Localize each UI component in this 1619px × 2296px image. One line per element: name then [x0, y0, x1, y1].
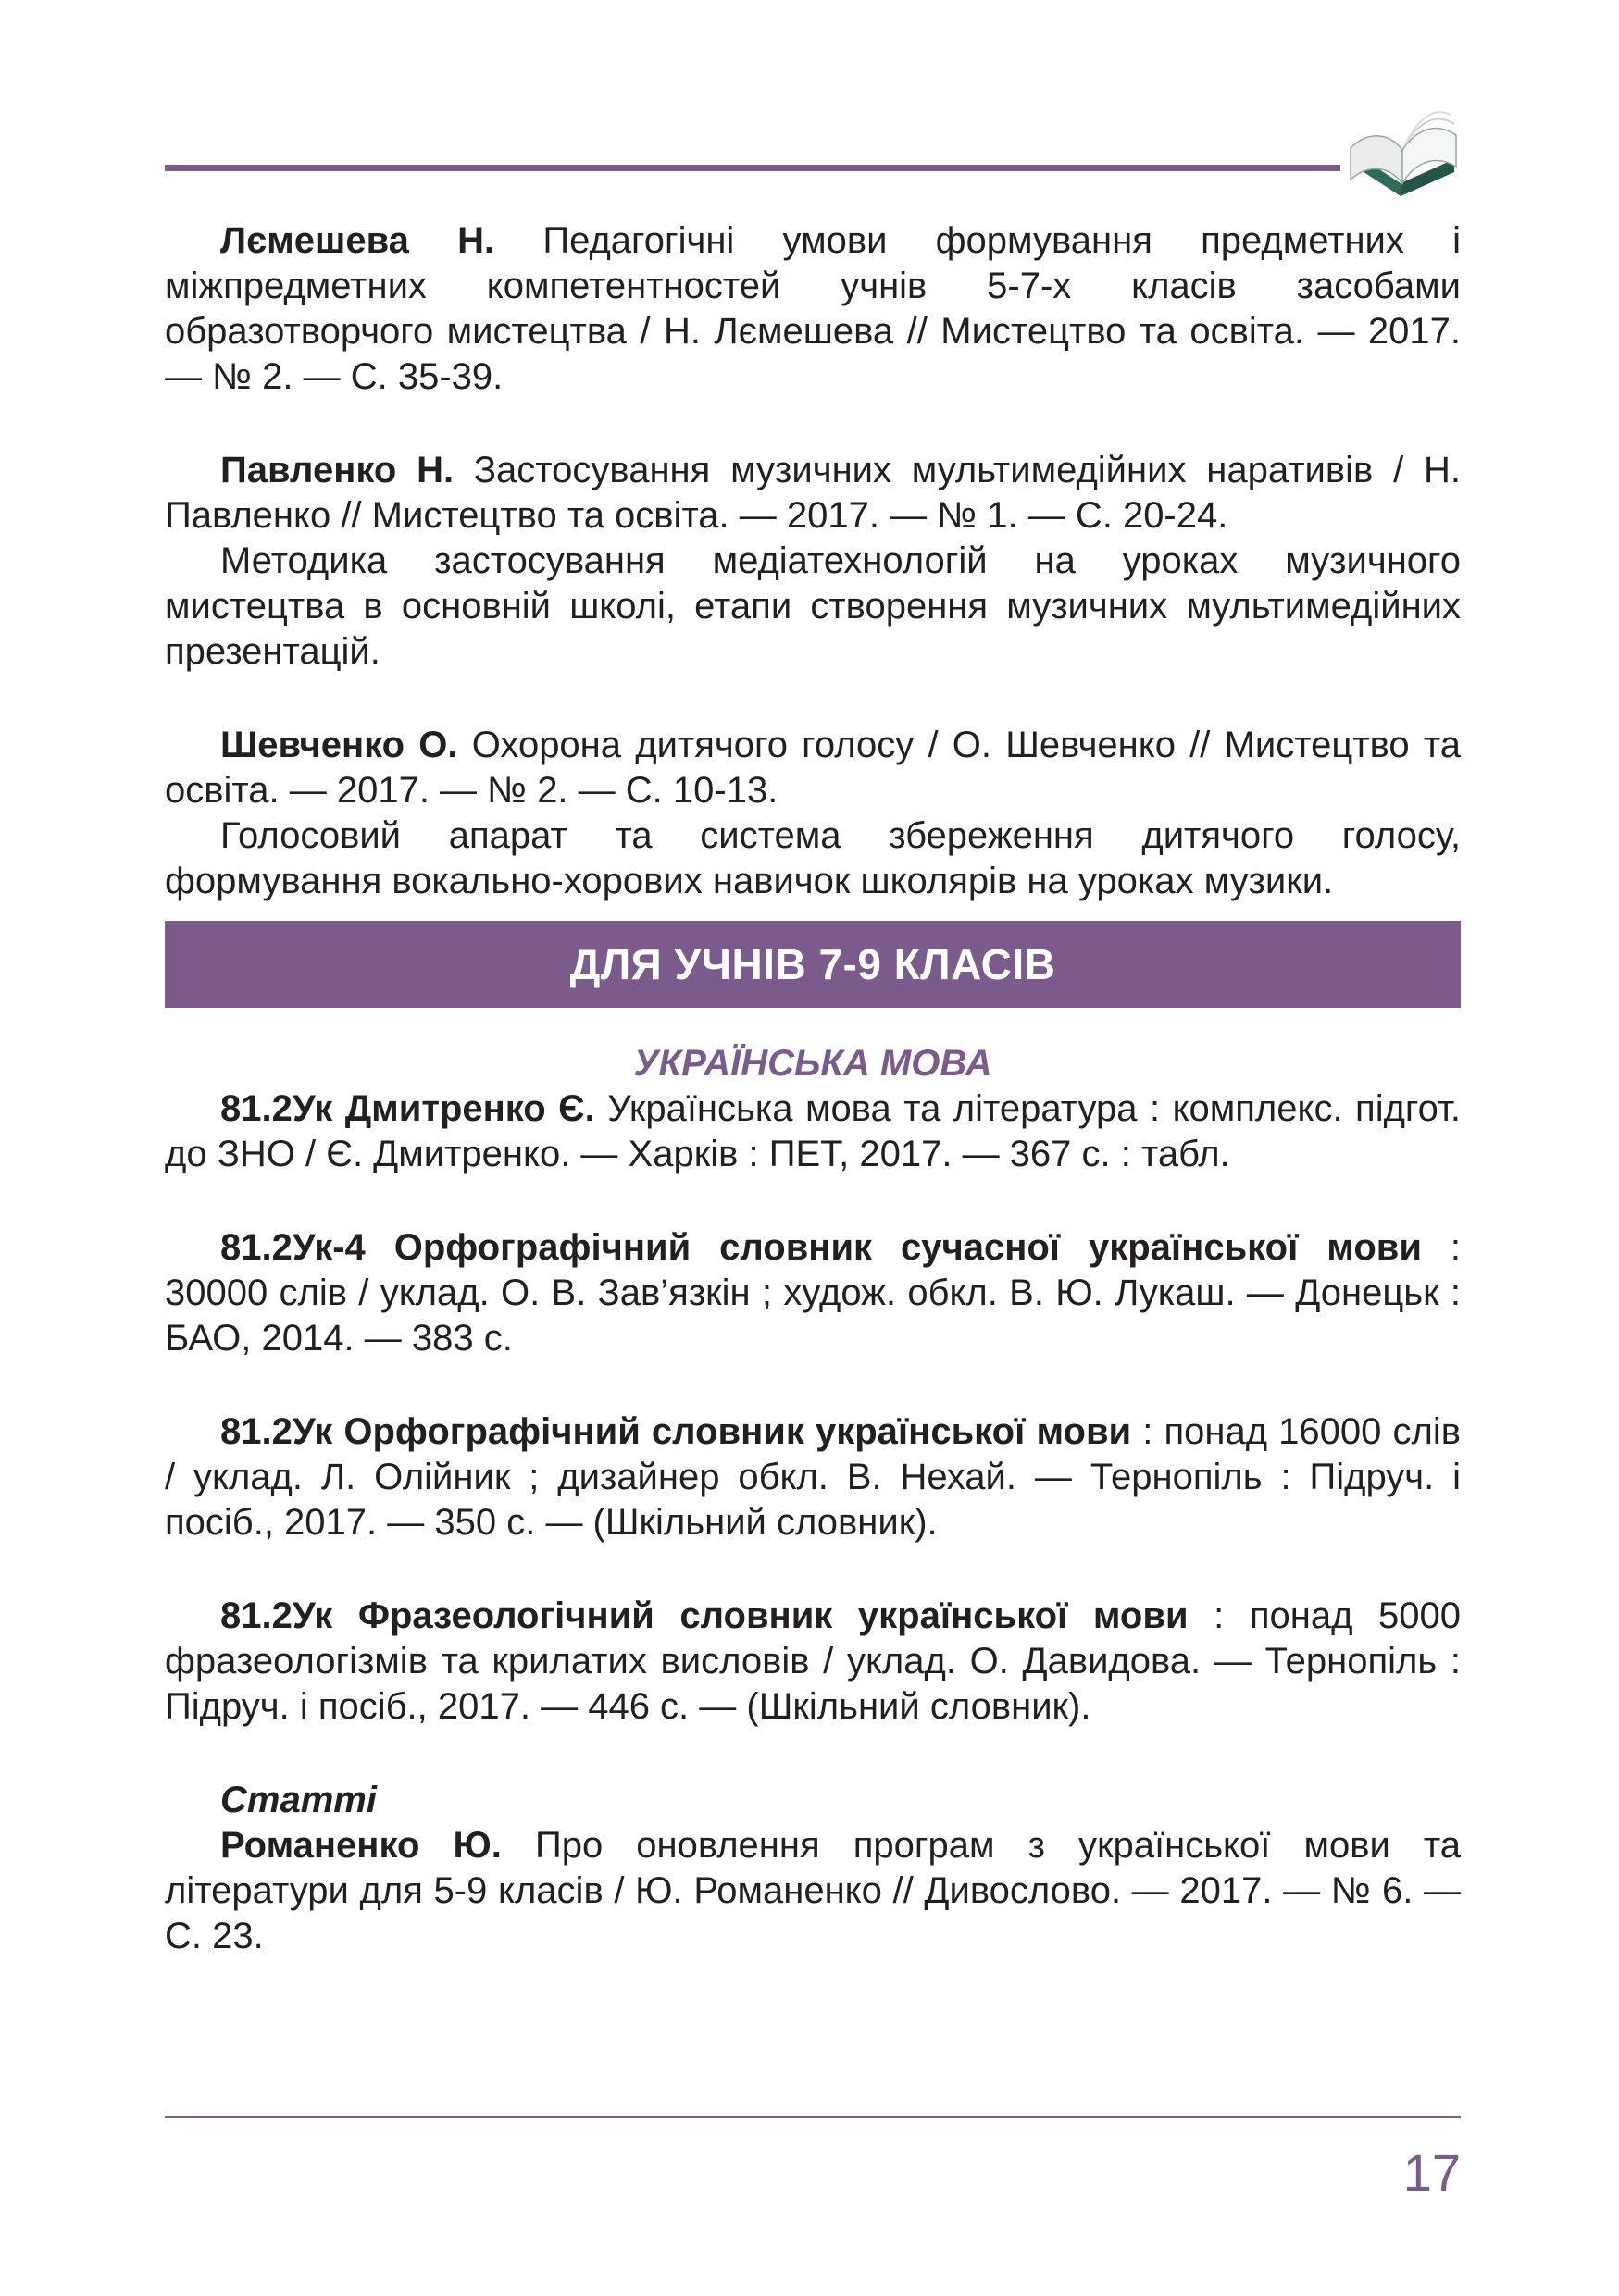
- article-author: Романенко Ю.: [220, 1825, 502, 1866]
- book-details: : понад 16000 слів / уклад. Л. Олійник ; дизайнер обкл. В. Нехай. — Тернопіль : Підруч. і посіб., 2017. — 350 с. — (Шкільний словник).: [165, 1411, 1461, 1543]
- footer-rule: [165, 2116, 1461, 2118]
- book-details: Українська мова та література : комплекс. підгот. до ЗНО / Є. Дмитренко. — Харків : ПЕТ, 2017. — 367 с. : табл.: [165, 1088, 1461, 1174]
- open-book-icon: [1347, 104, 1458, 207]
- book-list: [165, 1086, 1461, 1778]
- book-entry: [165, 1086, 1461, 1177]
- book-details: : понад 5000 фразеологізмів та крилатих висловів / уклад. О. Давидова. — Тернопіль : Підруч. і посіб., 2017. — 446 с. — (Шкільний словник).: [165, 1595, 1461, 1727]
- book-details: : 30000 слів / уклад. О. В. Зав’язкін ; худож. обкл. В. Ю. Лукаш. — Донецьк : БАО, 2014. — 383 с.: [165, 1227, 1461, 1359]
- book-title: 81.2Ук Дмитренко Є.: [220, 1088, 595, 1129]
- entry-annotation: Методика застосування медіатехнологій на уроках музичного мистецтва в основній школі, етапи створення музичних мультимедійних презентацій.: [165, 540, 1461, 672]
- book-entry: [165, 1594, 1461, 1730]
- book-title: 81.2Ук Орфографічний словник української мови: [220, 1411, 1132, 1452]
- article-text: Про оновлення програм з української мови та літератури для 5-9 класів / Ю. Романенко // Дивослово. — 2017. — № 6. — С. 23.: [165, 1825, 1461, 1956]
- reference-entry: [165, 218, 1461, 400]
- entry-annotation: Голосовий апарат та система збереження дитячого голосу, формування вокально-хорових навичок школярів на уроках музики.: [165, 815, 1461, 901]
- entry-text: Охорона дитячого голосу / О. Шевченко // Мистецтво та освіта. — 2017. — № 2. — С. 10-13.: [165, 725, 1462, 811]
- reference-entry: [165, 723, 1461, 813]
- section-banner: ДЛЯ УЧНІВ 7-9 КЛАСІВ: [165, 921, 1461, 1008]
- entry-author: Шевченко О.: [220, 725, 458, 765]
- book-entry: [165, 1409, 1461, 1545]
- page-number: 17: [1402, 2143, 1461, 2202]
- entry-text: Педагогічні умови формування предметних і міжпредметних компетентностей учнів 5-7-х класів засобами образотворчого мистецтва / Н. Лємешева // Мистецтво та освіта. — 2017. — № 2. — С. 35-39.: [165, 220, 1462, 397]
- reference-entry: [165, 448, 1461, 539]
- book-title: 81.2Ук Фразеологічний словник української мови: [220, 1595, 1189, 1636]
- entry-author: Павленко Н.: [220, 450, 455, 490]
- reference-list-top: [165, 218, 1461, 904]
- book-title: 81.2Ук-4 Орфографічний словник сучасної української мови: [220, 1227, 1422, 1268]
- entry-text: Застосування музичних мультимедійних наративів / Н. Павленко // Мистецтво та освіта. — 2017. — № 1. — С. 20-24.: [165, 450, 1461, 536]
- header-rule: [165, 165, 1340, 171]
- entry-author: Лємешева Н.: [220, 220, 495, 261]
- page-content: [165, 218, 1461, 1959]
- book-entry: [165, 1225, 1461, 1361]
- article-entry: [165, 1823, 1461, 1959]
- articles-heading: Статті: [220, 1780, 377, 1820]
- subject-heading: УКРАЇНСЬКА МОВА: [633, 1043, 992, 1084]
